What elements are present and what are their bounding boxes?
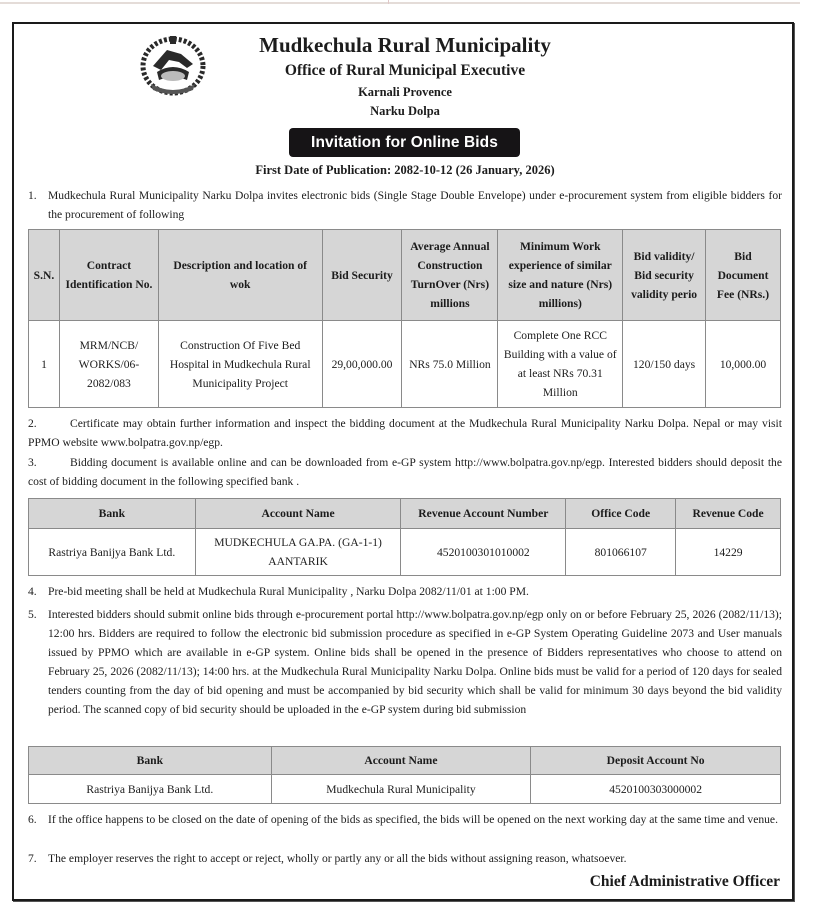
cell-description: Construction Of Five Bed Hospital in Mudkechula Rural Municipality Project (158, 321, 322, 408)
header-bid-validity: Bid validity/ Bid security validity perio (623, 230, 706, 321)
header-account-name: Account Name (195, 499, 401, 529)
cell-bid-security: 29,00,000.00 (322, 321, 402, 408)
table-row (29, 775, 781, 804)
header-bank: Bank (29, 499, 196, 529)
top-divider-tick (388, 0, 389, 4)
cell-turnover: NRs 75.0 Million (402, 321, 498, 408)
top-divider-line (0, 2, 800, 4)
paragraph-6 (28, 810, 782, 829)
province-name: Karnali Provence (358, 85, 452, 99)
cell-office-code: 801066107 (566, 529, 676, 576)
header-document-fee: Bid Document Fee (NRs.) (706, 230, 781, 321)
cell-revenue-account-number: 4520100301010002 (401, 529, 566, 576)
paragraph-number: 1. (28, 189, 37, 202)
paragraph-number: 7. (28, 852, 37, 865)
paragraph-text: Bidding document is available online and can be downloaded from e-GP system http://www.bolpatra.gov.np/egp. Interested bidders should deposit the cost of bidding document in the following specified bank . (28, 456, 782, 488)
paragraph-text: Mudkechula Rural Municipality Narku Dolpa invites electronic bids (Single Stage Double Envelope) under e-procurement system from eligible bidders for the procurement of following (48, 189, 782, 221)
header-contract-id: Contract Identification No. (59, 230, 158, 321)
header-deposit-account-no: Deposit Account No (531, 747, 781, 775)
signatory-title: Chief Administrative Officer (589, 873, 780, 890)
publication-date: First Date of Publication: 2082-10-12 (26 January, 2026) (255, 163, 555, 177)
header-account-name: Account Name (271, 747, 531, 775)
paragraph-number: 3. (28, 456, 37, 469)
contract-table-header-row (29, 230, 781, 321)
table-row (29, 321, 781, 408)
header-office-code: Office Code (566, 499, 676, 529)
paragraph-5 (28, 605, 782, 719)
cell-deposit-account-no: 4520100303000002 (531, 775, 781, 804)
paragraph-2 (28, 414, 782, 452)
cell-bank: Rastriya Banijya Bank Ltd. (29, 775, 272, 804)
cell-bid-validity: 120/150 days (623, 321, 706, 408)
header-work-experience: Minimum Work experience of similar size and nature (Nrs) millions) (498, 230, 623, 321)
header-description: Description and location of wok (158, 230, 322, 321)
revenue-bank-header-row (29, 499, 781, 529)
paragraph-number: 4. (28, 585, 37, 598)
location-name: Narku Dolpa (370, 104, 440, 118)
header-sn: S.N. (29, 230, 60, 321)
cell-bank: Rastriya Banijya Bank Ltd. (29, 529, 196, 576)
cell-account-name: MUDKECHULA GA.PA. (GA-1-1) AANTARIK (195, 529, 401, 576)
paragraph-1 (28, 186, 782, 224)
cell-revenue-code: 14229 (676, 529, 781, 576)
table-row (29, 529, 781, 576)
revenue-bank-table (28, 498, 781, 576)
deposit-bank-table (28, 746, 781, 804)
cell-account-name: Mudkechula Rural Municipality (271, 775, 531, 804)
header-turnover: Average Annual Construction TurnOver (Nrs) millions (402, 230, 498, 321)
header-revenue-account-number: Revenue Account Number (401, 499, 566, 529)
contract-table (28, 229, 781, 408)
paragraph-3 (28, 453, 782, 491)
paragraph-number: 2. (28, 417, 37, 430)
cell-document-fee: 10,000.00 (706, 321, 781, 408)
office-name: Office of Rural Municipal Executive (284, 62, 526, 79)
paragraph-text: Interested bidders should submit online bids through e-procurement portal http://www.bolpatra.gov.np/egp only on or before February 25, 2026 (2082/11/13); 12:00 hrs. Bidders are required to follow the electronic bid submission procedure as specified in e-GP System Operating Guideline 2073 and User manuals issued by PPMO which are available in e-GP system. Online bids shall be opened in the presence of Bidders representatives who choose to attend on February 25, 2026 (2082/11/13); 14:00 hrs. at the Mudkechula Rural Municipality Narku Dolpa. Online bids must be valid for a period of 120 days for sealed tenders counting from the day of bid opening and must be accompanied by bid security which shall be valid for minimum 30 days beyond the bid validity period. The scanned copy of bid security should be uploaded in the e-GP system during bid submission (48, 608, 782, 716)
paragraph-text: Pre-bid meeting shall be held at Mudkechula Rural Municipality , Narku Dolpa 2082/11/01 at 1:00 PM. (48, 585, 529, 598)
paragraph-text: The employer reserves the right to accept or reject, wholly or partly any or all the bids without assigning reason, whatsoever. (48, 852, 627, 865)
deposit-bank-header-row (29, 747, 781, 775)
header-bid-security: Bid Security (322, 230, 402, 321)
paragraph-4 (28, 582, 782, 601)
header-revenue-code: Revenue Code (676, 499, 781, 529)
notice-title-banner: Invitation for Online Bids (289, 128, 520, 157)
organization-name: Mudkechula Rural Municipality (259, 33, 551, 57)
paragraph-number: 6. (28, 813, 37, 826)
cell-work-experience: Complete One RCC Building with a value of at least NRs 70.31 Million (498, 321, 623, 408)
paragraph-text: Certificate may obtain further information and inspect the bidding document at the Mudkechula Rural Municipality Narku Dolpa. Nepal or may visit PPMO website www.bolpatra.gov.np/egp. (28, 417, 782, 449)
cell-contract-id: MRM/NCB/ WORKS/06-2082/083 (59, 321, 158, 408)
cell-sn: 1 (29, 321, 60, 408)
paragraph-7 (28, 849, 782, 868)
paragraph-number: 5. (28, 608, 37, 621)
header-bank: Bank (29, 747, 272, 775)
paragraph-text: If the office happens to be closed on the date of opening of the bids as specified, the bids will be opened on the next working day at the same time and venue. (48, 813, 778, 826)
